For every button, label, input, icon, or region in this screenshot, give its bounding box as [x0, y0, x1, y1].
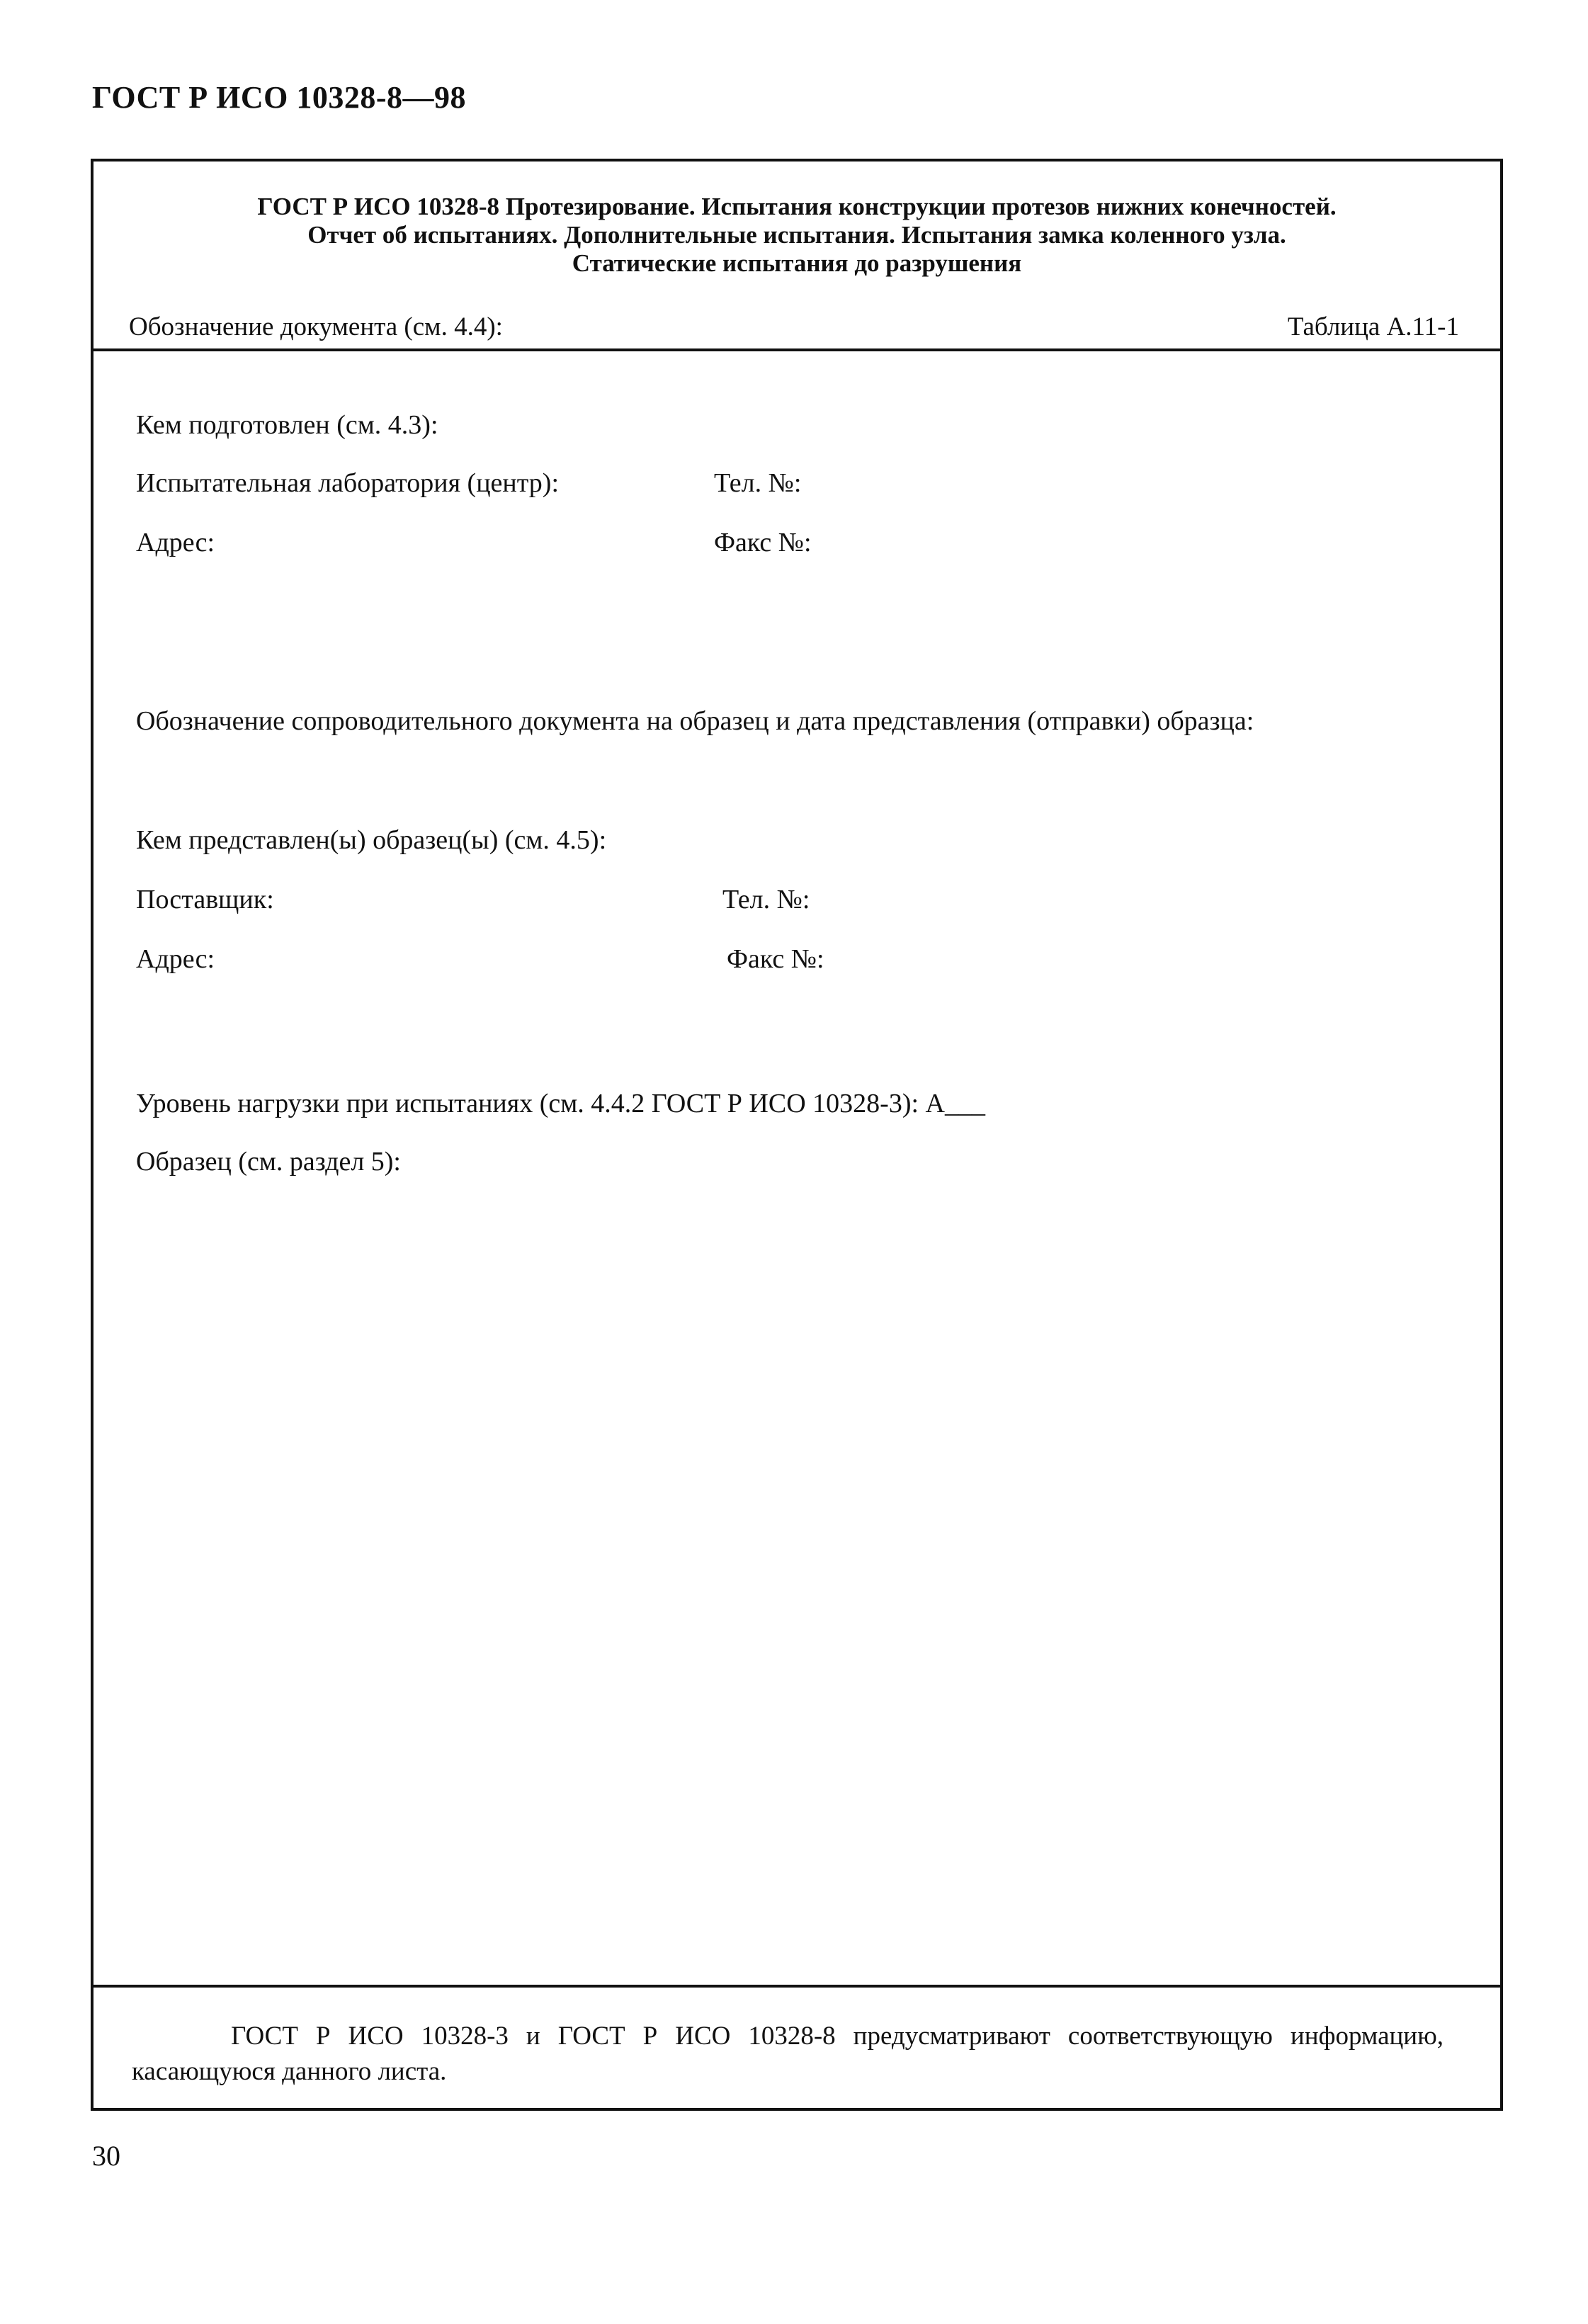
form-title-line-3: Статические испытания до разрушения — [572, 249, 1022, 277]
page-number: 30 — [92, 2140, 120, 2172]
sample-label: Образец (см. раздел 5): — [136, 1147, 401, 1177]
document-designation-label: Обозначение документа (см. 4.4): — [129, 312, 503, 341]
supplier-label: Поставщик: — [136, 885, 274, 914]
prepared-by-label: Кем подготовлен (см. 4.3): — [136, 410, 438, 440]
form-title — [93, 193, 1500, 278]
supplier-address-label: Адрес: — [136, 944, 215, 974]
supplier-phone-label: Тел. №: — [722, 885, 810, 914]
table-number-label: Таблица А.11-1 — [1287, 312, 1459, 341]
title-block — [93, 161, 1500, 351]
testing-lab-label: Испытательная лаборатория (центр): — [136, 468, 560, 498]
load-level-label: Уровень нагрузки при испытаниях (см. 4.4.2 ГОСТ Р ИСО 10328-3): А___ — [136, 1089, 985, 1118]
lab-fax-label: Факс №: — [714, 528, 812, 557]
form-title-line-2: Отчет об испытаниях. Дополнительные испытания. Испытания замка коленного узла. — [307, 221, 1286, 249]
lab-address-label: Адрес: — [136, 528, 215, 557]
submitted-by-label: Кем представлен(ы) образец(ы) (см. 4.5): — [136, 825, 607, 855]
footer-note-block — [93, 1985, 1500, 2108]
form-title-line-1: ГОСТ Р ИСО 10328-8 Протезирование. Испытания конструкции протезов нижних конечностей. — [257, 193, 1337, 220]
report-form-frame — [91, 159, 1503, 2111]
page-header-doc-code: ГОСТ Р ИСО 10328-8—98 — [92, 80, 467, 115]
lab-phone-label: Тел. №: — [714, 468, 802, 498]
footer-note: ГОСТ Р ИСО 10328-3 и ГОСТ Р ИСО 10328-8 предусматривают соответствующую информацию, касающуюся данного листа. — [132, 2022, 1444, 2086]
accompanying-document-label: Обозначение сопроводительного документа на образец и дата представления (отправки) образца: — [136, 706, 1254, 736]
supplier-fax-label: Факс №: — [727, 944, 824, 974]
